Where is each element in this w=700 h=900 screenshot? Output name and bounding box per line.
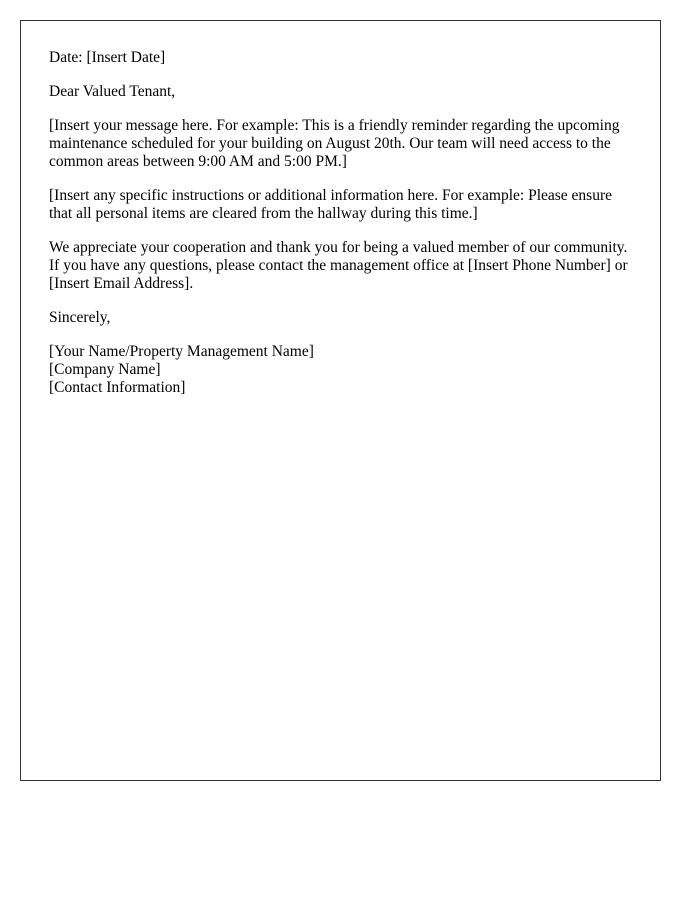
- signature-name: [Your Name/Property Management Name]: [49, 343, 314, 360]
- date-line: Date: [Insert Date]: [49, 49, 166, 66]
- signature-block: [49, 343, 632, 397]
- salutation: Dear Valued Tenant,: [49, 83, 176, 100]
- signature-contact: [Contact Information]: [49, 379, 186, 396]
- appreciation-paragraph: We appreciate your cooperation and thank you for being a valued member of our community. If you have any questions, please contact the management office at [Insert Phone Number] or [Insert Email Address].: [49, 239, 628, 292]
- instructions-paragraph: [Insert any specific instructions or additional information here. For example: Please ensure that all personal items are cleared from the hallway during this time.]: [49, 187, 612, 222]
- message-paragraph: [Insert your message here. For example: This is a friendly reminder regarding the upcoming maintenance scheduled for your building on August 20th. Our team will need access to the common areas between 9:00 AM and 5:00 PM.]: [49, 117, 620, 170]
- signature-company: [Company Name]: [49, 361, 161, 378]
- closing: Sincerely,: [49, 309, 111, 326]
- letter-container: [20, 20, 661, 781]
